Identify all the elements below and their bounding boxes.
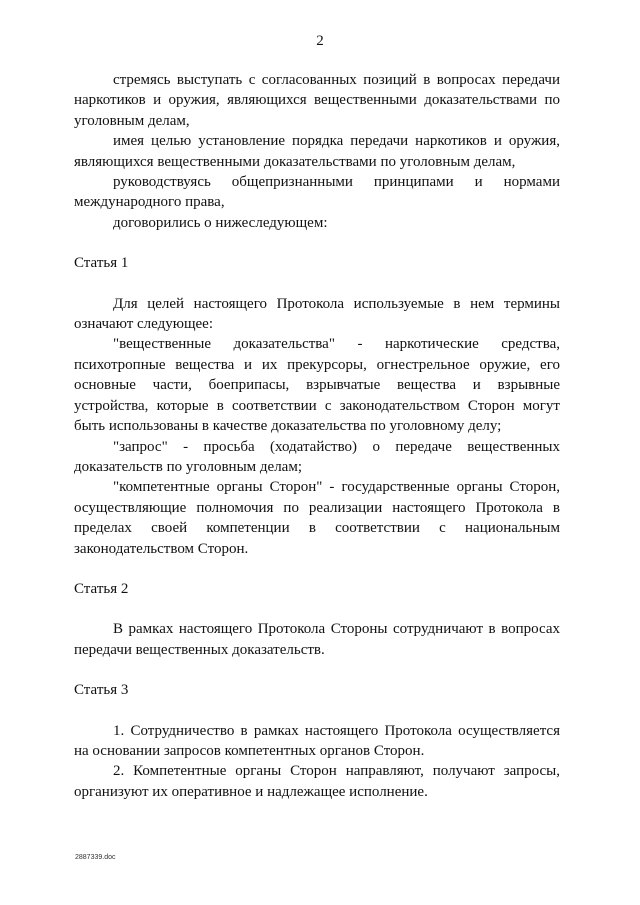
intro-paragraph-2: имея целью установление порядка передачи наркотиков и оружия, являющихся вещественными доказательствами по уголовным делам, <box>74 133 560 170</box>
article-1-paragraph-1: Для целей настоящего Протокола используемые в нем термины означают следующее: <box>74 295 560 333</box>
intro-paragraph-1: стремясь выступать с согласованных позиций в вопросах передачи наркотиков и оружия, являющихся вещественными доказательствами по уголовным делам, <box>74 72 560 129</box>
page-number: 2 <box>316 33 324 49</box>
intro-paragraph-3: руководствуясь общепризнанными принципами и нормами международного права, <box>74 174 560 211</box>
document-body <box>74 70 560 802</box>
article-3-paragraph-1: 1. Сотрудничество в рамках настоящего Протокола осуществляется на основании запросов компетентных органов Сторон. <box>74 722 560 759</box>
article-2-title: Статья 2 <box>74 580 129 597</box>
article-1-paragraph-3: "запрос" - просьба (ходатайство) о передаче вещественных доказательств по уголовным делам; <box>74 438 560 475</box>
article-1-paragraph-4: "компетентные органы Сторон" - государственные органы Сторон, осуществляющие полномочия по реализации настоящего Протокола в пределах своей компетенции в соответствии с национальным законодательством Сторон. <box>74 479 560 557</box>
article-2-paragraph-1: В рамках настоящего Протокола Стороны сотрудничают в вопросах передачи вещественных доказательств. <box>74 621 560 658</box>
article-3-title: Статья 3 <box>74 682 129 699</box>
document-file-code: 2887339.doc <box>75 854 116 861</box>
article-1-title: Статья 1 <box>74 255 129 272</box>
article-3-paragraph-2: 2. Компетентные органы Сторон направляют, получают запросы, организуют их оперативное и надлежащее исполнение. <box>74 763 560 800</box>
intro-paragraph-4: договорились о нижеследующем: <box>113 214 328 231</box>
article-1-paragraph-2: "вещественные доказательства" - наркотические средства, психотропные вещества и их прекурсоры, огнестрельное оружие, его основные части, боеприпасы, взрывчатые вещества и взрывные устройства, которые в соответствии с законодательством Сторон могут быть использованы в качестве доказательства по уголовному делу; <box>74 336 560 435</box>
